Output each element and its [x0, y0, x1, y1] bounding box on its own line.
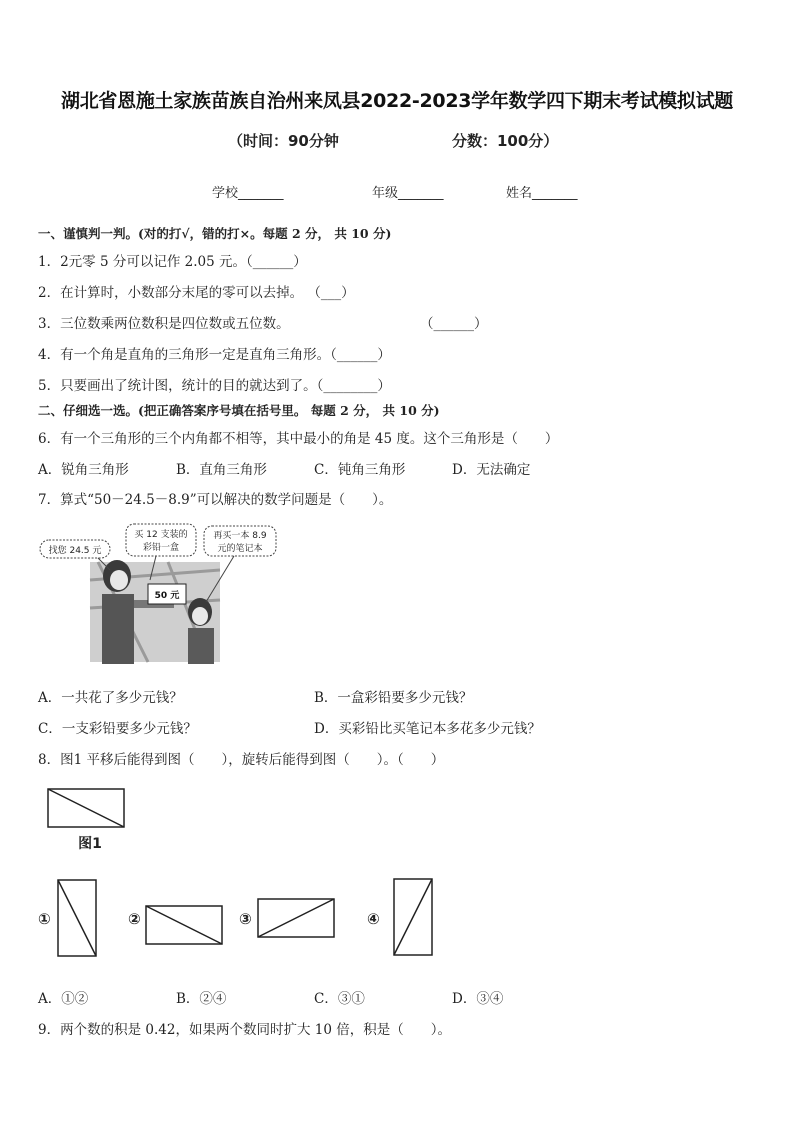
shape-4: [394, 879, 432, 955]
question-5: 5．只要画出了统计图，统计的目的就达到了。（________）: [38, 378, 391, 394]
question-3-blank: （______）: [420, 316, 488, 332]
figure-1-label: 图1: [78, 836, 102, 852]
page-title: 湖北省恩施土家族苗族自治州来凤县2022-2023学年数学四下期末考试模拟试题: [61, 90, 733, 112]
question-4: 4．有一个角是直角的三角形一定是直角三角形。（______）: [38, 347, 391, 363]
q6-option-c: C．钝角三角形: [314, 462, 406, 478]
shape-1-label: ①: [38, 910, 51, 928]
q7-option-d: D．买彩铅比买笔记本多花多少元钱？: [314, 721, 541, 737]
q6-option-b: B．直角三角形: [176, 462, 267, 478]
grade-field: 年级_______: [372, 186, 444, 201]
q6-option-d: D．无法确定: [452, 462, 531, 478]
question-9: 9．两个数的积是 0.42，如果两个数同时扩大 10 倍，积是（ ）。: [38, 1022, 451, 1038]
q7-option-b: B．一盒彩铅要多少元钱？: [314, 690, 473, 706]
section-1-heading: 一、谨慎判一判。(对的打√，错的打×。每题 2 分， 共 10 分): [38, 226, 392, 241]
bubble-notebook-line2: 元的笔记本: [217, 544, 263, 554]
shape-4-label: ④: [367, 910, 380, 928]
q7-option-a: A．一共花了多少元钱？: [38, 690, 183, 706]
figure-1: [48, 789, 124, 852]
money-sign: 50 元: [154, 591, 180, 601]
q8-option-d: D．③④: [452, 991, 504, 1007]
shape-3-label: ③: [239, 910, 252, 928]
question-1: 1．2元零 5 分可以记作 2.05 元。（______）: [38, 254, 307, 270]
bubble-change: 找您 24.5 元: [48, 546, 102, 556]
bubble-pencils-line1: 买 12 支装的: [134, 530, 188, 540]
q6-option-a: A．锐角三角形: [38, 462, 129, 478]
shape-2: [146, 906, 222, 944]
question-3: 3．三位数乘两位数积是四位数或五位数。: [38, 316, 290, 332]
school-field: 学校_______: [212, 186, 284, 201]
q8-figures: [38, 784, 458, 974]
q8-option-b: B．②④: [176, 991, 227, 1007]
section-2-heading: 二、仔细选一选。(把正确答案序号填在括号里。 每题 2 分， 共 10 分): [38, 403, 440, 418]
question-7: 7．算式“50－24.5－8.9”可以解决的数学问题是（ ）。: [38, 492, 393, 508]
q8-option-c: C．③①: [314, 991, 365, 1007]
bubble-notebook-line1: 再买一本 8.9: [213, 531, 267, 541]
exam-score: 分数：100分）: [452, 132, 559, 150]
question-6: 6．有一个三角形的三个内角都不相等，其中最小的角是 45 度。这个三角形是（ ）: [38, 431, 559, 447]
question-8: 8．图1 平移后能得到图（ ），旋转后能得到图（ ）。（ ）: [38, 752, 445, 768]
name-field: 姓名_______: [506, 186, 578, 201]
shape-2-label: ②: [128, 910, 141, 928]
shopping-illustration: [38, 520, 283, 670]
exam-time: （时间：90分钟: [228, 132, 339, 150]
shape-3: [258, 899, 334, 937]
question-2: 2．在计算时，小数部分末尾的零可以去掉。 （___）: [38, 285, 355, 301]
q7-option-c: C．一支彩铅要多少元钱？: [38, 721, 197, 737]
bubble-pencils-line2: 彩铅一盒: [142, 543, 180, 553]
shape-1: [58, 880, 96, 956]
q8-option-a: A．①②: [38, 991, 89, 1007]
